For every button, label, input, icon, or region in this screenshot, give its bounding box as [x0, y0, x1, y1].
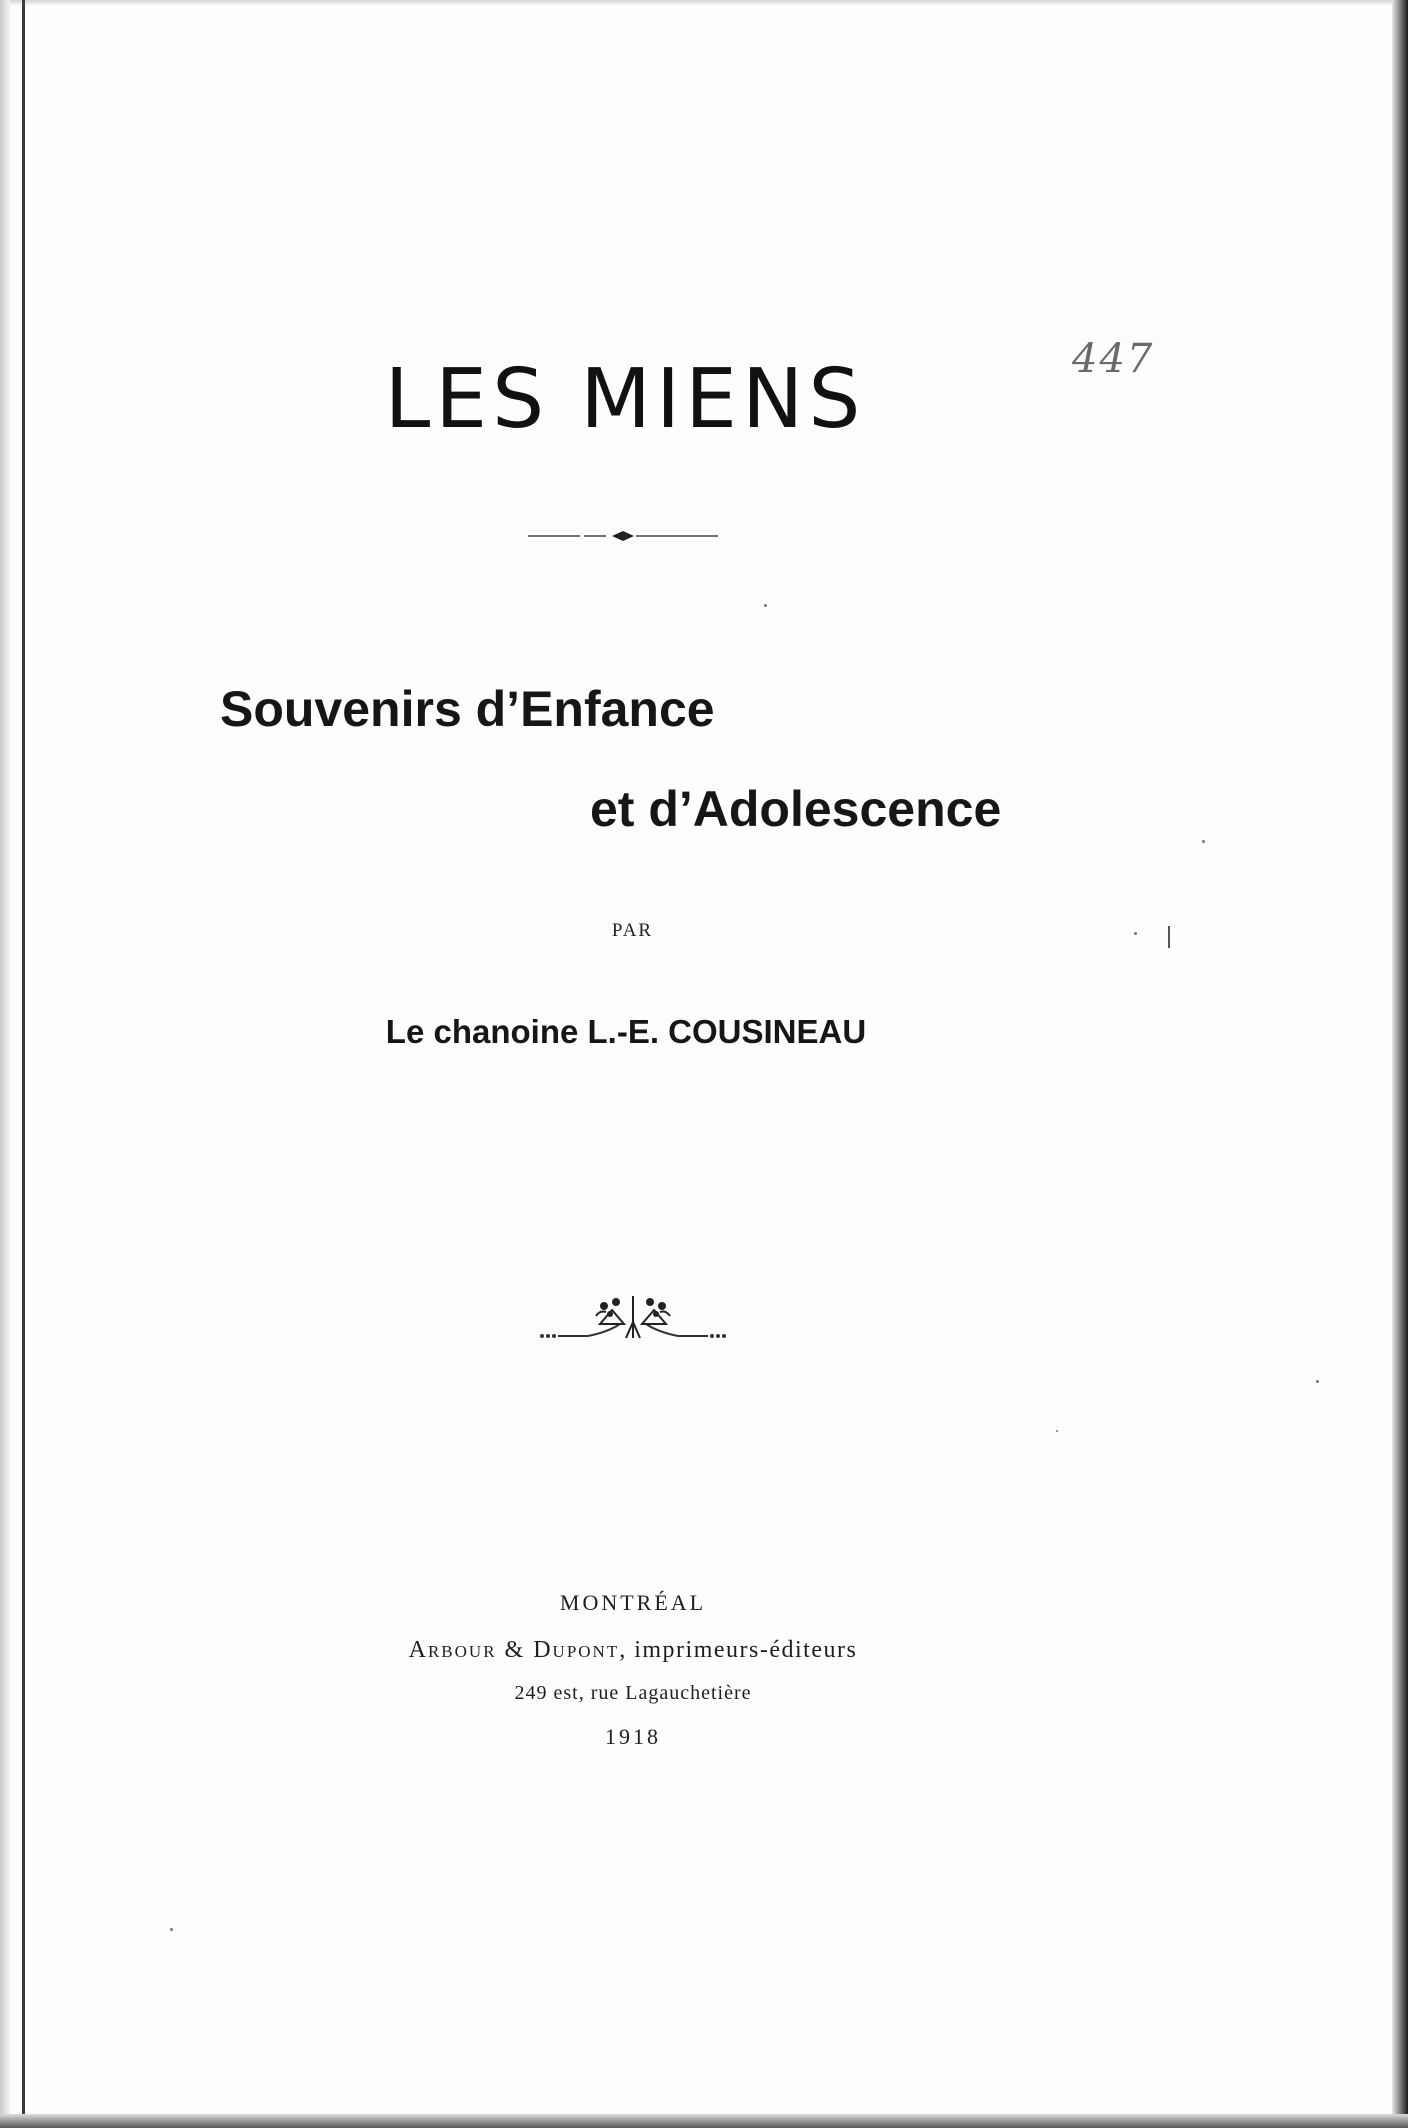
scan-edge-top	[0, 0, 1408, 6]
imprint-city: MONTRÉAL	[559, 1590, 707, 1615]
rule-ornament	[528, 526, 718, 546]
subtitle-line-2: et d’Adolescence	[590, 781, 1002, 837]
binding-line	[22, 0, 25, 2128]
handwritten-annotation: 447	[1072, 336, 1155, 382]
publisher-role: , imprimeurs-éditeurs	[619, 1637, 858, 1663]
scan-speck	[764, 604, 767, 607]
scan-edge-right	[1392, 0, 1408, 2128]
scan-speck	[1056, 1430, 1058, 1432]
subtitle-line-1: Souvenirs d’Enfance	[220, 681, 715, 737]
imprint-address: 249 est, rue Lagauchetière	[514, 1682, 752, 1704]
scan-speck	[1168, 926, 1170, 948]
imprint-publisher	[0, 1637, 1266, 1664]
scan-speck	[1316, 1380, 1319, 1383]
book-title: LES MIENS	[384, 352, 866, 447]
scan-speck	[170, 1928, 173, 1931]
byline-prefix: PAR	[611, 920, 654, 941]
scan-speck	[1202, 840, 1205, 843]
floral-vignette	[538, 1292, 728, 1348]
scan-edge-left	[0, 0, 10, 2128]
imprint-year: 1918	[605, 1724, 661, 1749]
author-name: Le chanoine L.-E. COUSINEAU	[385, 1013, 867, 1050]
publisher-name: Arbour & Dupont	[408, 1637, 620, 1663]
scan-edge-bottom	[0, 2114, 1408, 2128]
scan-speck	[1134, 932, 1137, 935]
